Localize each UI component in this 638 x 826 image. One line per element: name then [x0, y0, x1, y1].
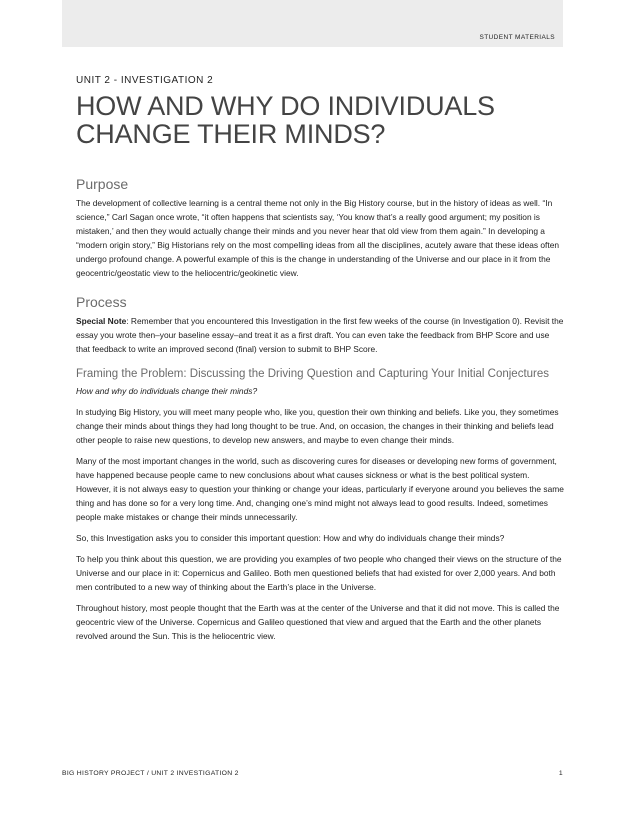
page-footer	[62, 770, 563, 777]
title-line-2: CHANGE THEIR MINDS?	[76, 119, 386, 149]
header-label: STUDENT MATERIALS	[479, 34, 555, 41]
body-paragraph: In studying Big History, you will meet many people who, like you, question their own thinking and beliefs. Like you, they sometimes change their minds about things they had long thought to be true. And, on occasion, the changes in their thinking and beliefs lead other people to raise new questions, to develop new answers, and maybe to even change their minds.	[76, 407, 559, 445]
body-paragraph: To help you think about this question, we are providing you examples of two people who changed their views on the structure of the Universe and our place in it: Copernicus and Galileo. Both men questioned beliefs that had existed for over 2,000 years. And both men contributed to a new way of thinking about the Earth’s place in the Universe.	[76, 554, 562, 592]
footer-label: BIG HISTORY PROJECT / UNIT 2 INVESTIGATION 2	[62, 770, 239, 777]
special-note-paragraph	[76, 314, 564, 356]
framing-heading: Framing the Problem: Discussing the Driving Question and Capturing Your Initial Conjectures	[76, 368, 550, 380]
purpose-paragraph: The development of collective learning is a central theme not only in the Big History course, but in the history of ideas as well. “In science,” Carl Sagan once wrote, “it often happens that scientists say, ‘You know that’s a really good argument; my position is mistaken,’ and then they would actually change their minds and you never hear that old view from them again.” In developing a “modern origin story,” Big Historians rely on the most compelling ideas from all the disciplines, acutely aware that these ideas often undergo profound change. A powerful example of this is the change in understanding of the Universe and our place in it from the geocentric/geostatic view to the heliocentric/geokinetic view.	[76, 198, 560, 278]
title-line-1: HOW AND WHY DO INDIVIDUALS	[76, 91, 495, 121]
special-note-text: : Remember that you encountered this Investigation in the first few weeks of the course (in Investigation 0). Revisit the essay you wrote then–your baseline essay–and treat it as a first draft. You can even take the feedback from BHP Score and use that feedback to write an improved second (final) version to submit to BHP Score.	[76, 316, 564, 354]
body-paragraph: Throughout history, most people thought that the Earth was at the center of the Universe and that it did not move. This is called the geocentric view of the Universe. Copernicus and Galileo questioned that view and argued that the Earth and the other planets revolved around the Sun. This is the heliocentric view.	[76, 603, 560, 641]
page-title	[76, 92, 564, 148]
special-note-label: Special Note	[76, 316, 127, 326]
page-number: 1	[558, 770, 563, 777]
header-band	[62, 0, 563, 47]
body-paragraph: Many of the most important changes in the world, such as discovering cures for diseases or developing new forms of government, have happened because people came to new conclusions about what causes sickness or what is the best political system. However, it is not always easy to question your thinking or change your ideas, particularly if everyone around you believes the same thing and has done so for a very long time. And, changing one’s mind might not always lead to good results. Indeed, sometimes people make mistakes or change their minds unnecessarily.	[76, 456, 564, 522]
process-heading: Process	[76, 294, 127, 310]
body-paragraph: So, this Investigation asks you to consider this important question: How and why do individuals change their minds?	[76, 533, 505, 543]
driving-question: How and why do individuals change their minds?	[76, 386, 258, 396]
document-body	[76, 75, 564, 643]
purpose-heading: Purpose	[76, 176, 129, 192]
unit-label: UNIT 2 - INVESTIGATION 2	[76, 75, 214, 86]
